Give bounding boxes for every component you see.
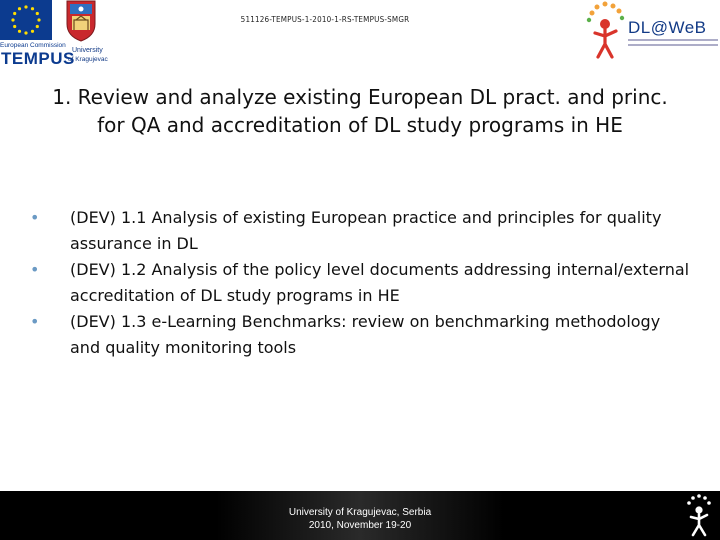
dlweb-logo-icon	[585, 0, 629, 62]
bullet-text: (DEV) 1.1 Analysis of existing European practice and principles for quality assurance in DL	[70, 208, 662, 253]
footer-bar	[0, 491, 720, 540]
dlweb-tagline-graphic	[628, 39, 718, 49]
footer-line-1: University of Kragujevac, Serbia	[288, 507, 432, 518]
university-name-line1: University	[72, 47, 103, 54]
eu-commission-label: European Commission	[0, 42, 66, 49]
footer-text	[230, 506, 490, 532]
tempus-label: TEMPUS	[1, 49, 75, 68]
dlweb-logo	[585, 0, 720, 70]
bullet-item	[30, 205, 690, 257]
bullet-text: (DEV) 1.3 e-Learning Benchmarks: review on benchmarking methodology and quality monitoring tools	[70, 312, 661, 357]
bullet-item	[30, 257, 690, 309]
eu-tempus-logo	[0, 0, 75, 70]
bullet-text: (DEV) 1.2 Analysis of the policy level documents addressing internal/external accreditation of DL study programs in HE	[70, 260, 690, 305]
juggler-figure-icon	[682, 493, 716, 537]
slide-title: 1. Review and analyze existing European DL pract. and princ. for QA and accreditation of DL study programs in HE	[52, 85, 668, 137]
bullet-marker: •	[30, 312, 40, 331]
bullet-item	[30, 309, 690, 361]
university-logo	[66, 0, 116, 72]
university-name-line2: of Kragujevac	[68, 56, 108, 63]
bullet-marker: •	[30, 208, 40, 227]
dlweb-brand-label: DL@WeB	[628, 18, 707, 37]
project-code: 511126-TEMPUS-1-2010-1-RS-TEMPUS-SMGR	[240, 15, 410, 24]
eu-flag-icon	[0, 0, 52, 40]
bullet-marker: •	[30, 260, 40, 279]
bullet-list	[30, 205, 690, 361]
footer-line-2: 2010, November 19-20	[308, 520, 412, 531]
university-crest-icon	[66, 0, 96, 42]
